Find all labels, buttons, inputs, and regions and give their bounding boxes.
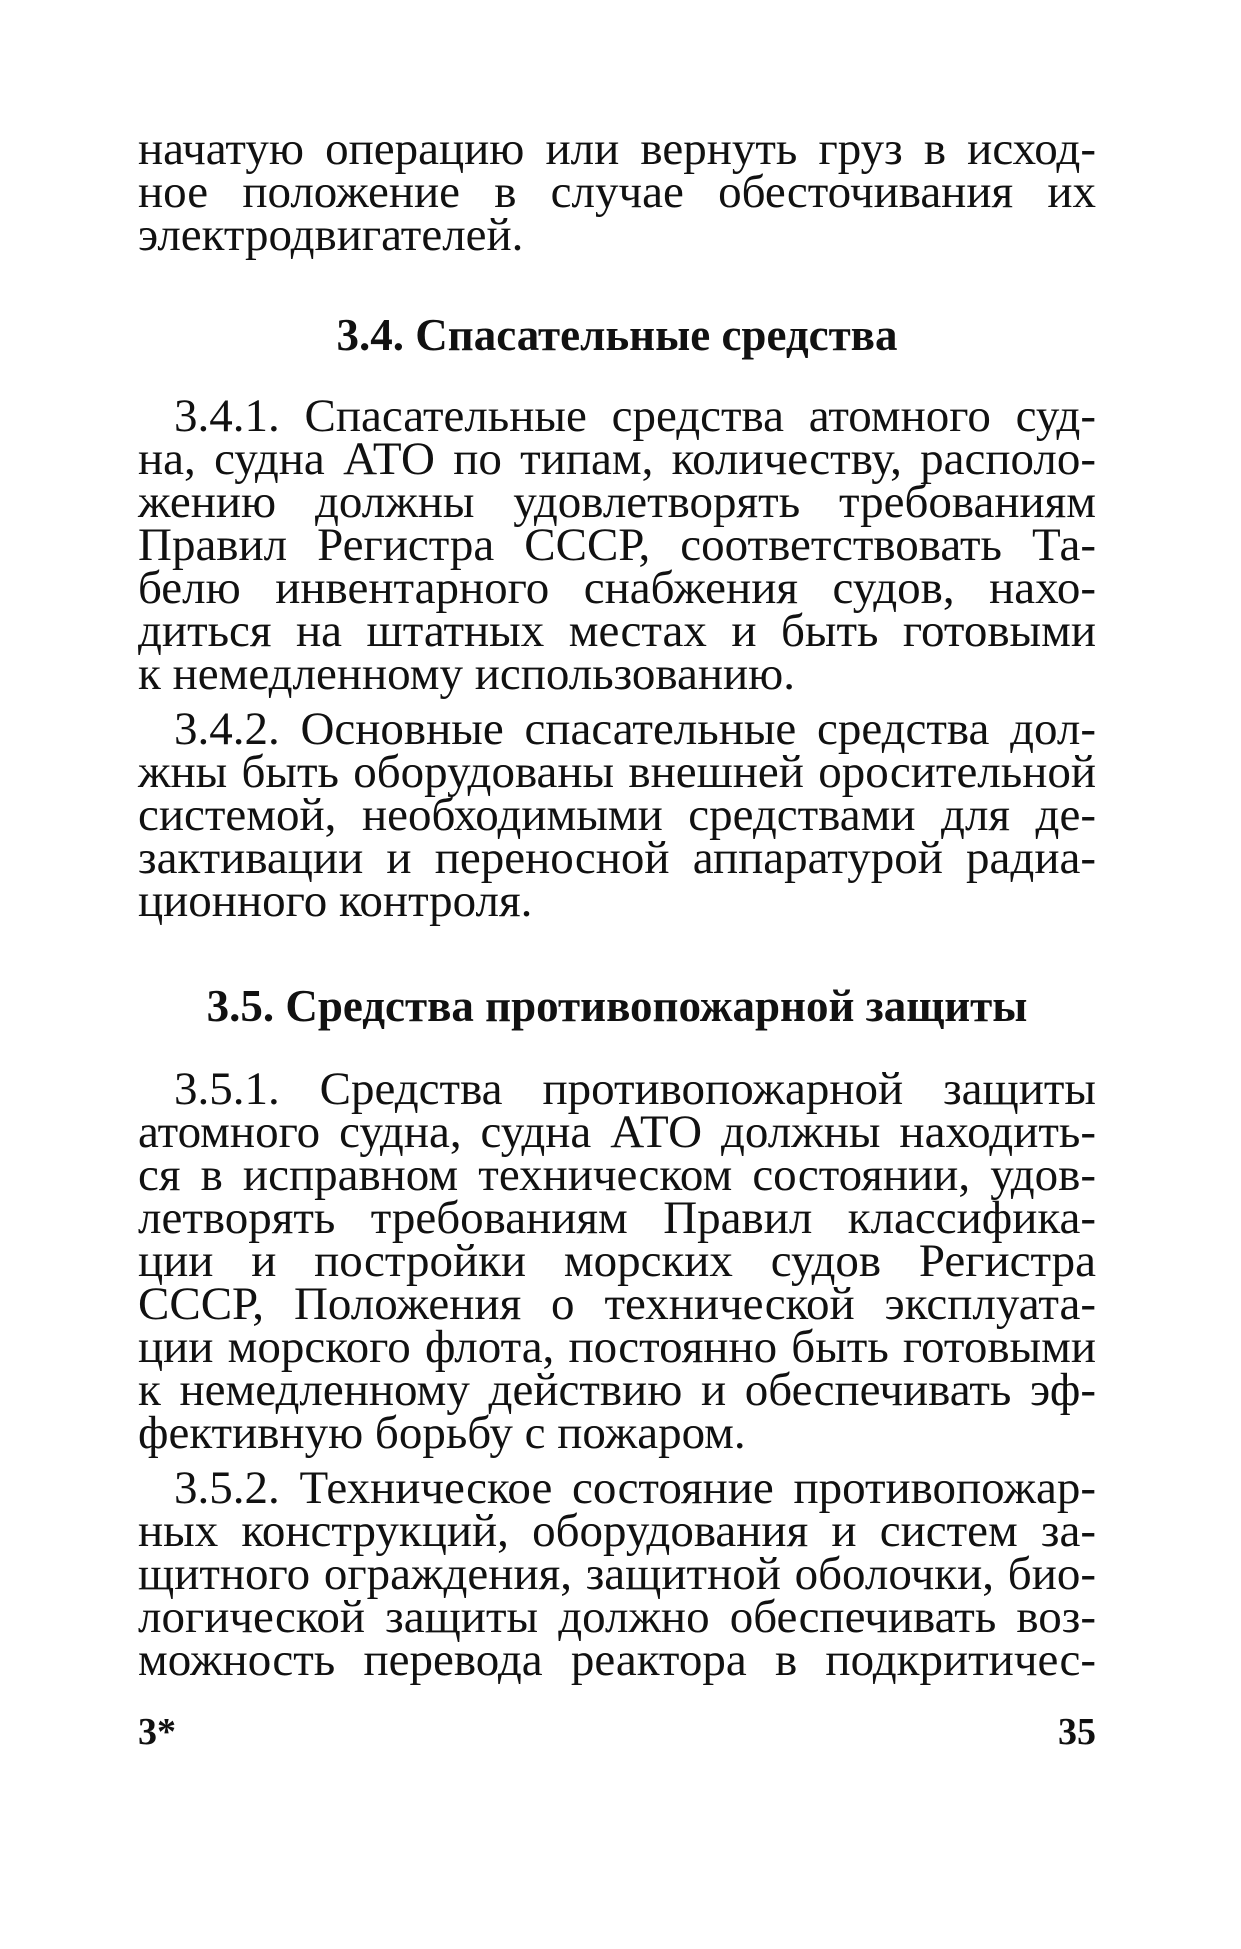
section-heading-3-4: 3.4. Спасательные средства (336, 310, 898, 360)
text-line: на, судна АТО по типам, количеству, располо- (138, 433, 1096, 485)
text-line: СССР, Положения о технической эксплуата- (138, 1278, 1096, 1330)
text-line: жению должны удовлетворять требованиям (138, 476, 1096, 528)
paragraph-3-5-2 (138, 1462, 1096, 1686)
page-number: 35 (1058, 1711, 1096, 1753)
page-footer (138, 1710, 1096, 1760)
text-line: зактивации и переносной аппаратурой радиа- (138, 832, 1096, 884)
text-line: ся в исправном техническом состоянии, удов- (138, 1149, 1096, 1201)
text-line: белю инвентарного снабжения судов, нахо- (138, 562, 1096, 614)
paragraph-continuation (138, 123, 1096, 261)
text-line: щитного ограждения, защитной оболочки, био- (138, 1548, 1096, 1600)
page-body (138, 123, 1096, 1694)
paragraph-3-4-1 (138, 390, 1096, 700)
text-line: начатую операцию или вернуть груз в исход- (138, 123, 1096, 175)
text-line: 3.4.2. Основные спасательные средства дол- (174, 703, 1096, 755)
printer-signature-mark: 3* (138, 1711, 176, 1753)
text-line: к немедленному использованию. (138, 648, 796, 700)
text-line: 3.4.1. Спасательные средства атомного суд- (174, 390, 1096, 442)
text-line: 3.5.2. Техническое состояние противопожар- (174, 1462, 1096, 1514)
text-line: к немедленному действию и обеспечивать эф- (138, 1364, 1096, 1416)
text-line: ции морского флота, постоянно быть готовыми (138, 1321, 1096, 1373)
text-line: фективную борьбу с пожаром. (138, 1407, 746, 1459)
text-line: диться на штатных местах и быть готовыми (138, 605, 1096, 657)
text-line: системой, необходимыми средствами для де- (138, 789, 1096, 841)
text-line: ционного контроля. (138, 875, 533, 927)
text-line: 3.5.1. Средства противопожарной защиты (174, 1063, 1096, 1115)
text-line: ное положение в случае обесточивания их (138, 166, 1096, 218)
text-line: ции и постройки морских судов Регистра (138, 1235, 1096, 1287)
paragraph-3-4-2 (138, 703, 1096, 927)
text-line: ных конструкций, оборудования и систем за- (138, 1505, 1096, 1557)
section-heading-3-5: 3.5. Средства противопожарной защиты (206, 981, 1028, 1031)
text-line: жны быть оборудованы внешней оросительной (138, 746, 1096, 798)
text-line: летворять требованиям Правил классифика- (138, 1192, 1096, 1244)
text-line: Правил Регистра СССР, соответствовать Та- (138, 519, 1096, 571)
paragraph-3-5-1 (138, 1063, 1096, 1459)
text-line: можность перевода реактора в подкритичес- (138, 1634, 1096, 1686)
text-line: логической защиты должно обеспечивать воз- (138, 1591, 1096, 1643)
text-line: электродвигателей. (138, 209, 524, 261)
text-line: атомного судна, судна АТО должны находить- (138, 1106, 1096, 1158)
